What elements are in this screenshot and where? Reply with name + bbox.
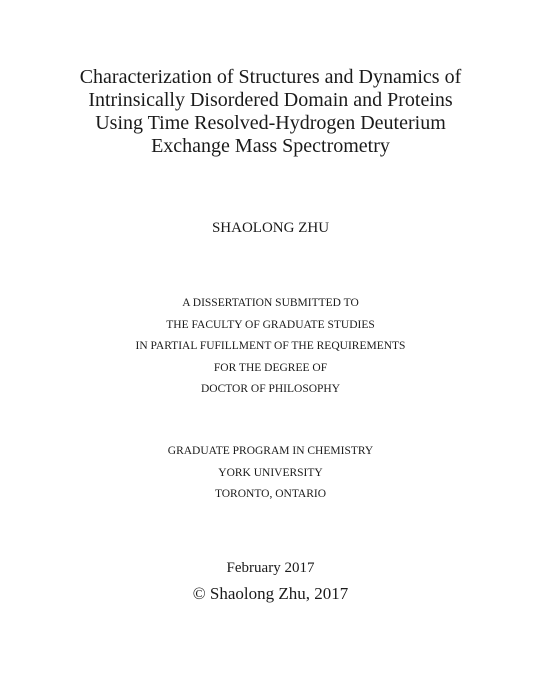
submission-line: THE FACULTY OF GRADUATE STUDIES [166,318,375,331]
submission-date: February 2017 [226,560,315,576]
submission-statement [0,293,541,401]
copyright-notice: © Shaolong Zhu, 2017 [192,584,349,603]
program-line: YORK UNIVERSITY [218,466,323,479]
submission-line: FOR THE DEGREE OF [213,361,328,374]
submission-line: A DISSERTATION SUBMITTED TO [182,297,359,309]
submission-line: IN PARTIAL FUFILLMENT OF THE REQUIREMENTS [135,340,406,352]
author-name: SHAOLONG ZHU [211,220,330,236]
program-affiliation [0,441,541,506]
dissertation-title [0,66,541,158]
title-line: Intrinsically Disordered Domain and Proteins [88,89,453,111]
title-line: Characterization of Structures and Dynamics of [79,66,462,88]
program-line: GRADUATE PROGRAM IN CHEMISTRY [167,445,374,457]
title-line: Exchange Mass Spectrometry [151,135,390,157]
title-line: Using Time Resolved-Hydrogen Deuterium [95,112,446,134]
program-line: TORONTO, ONTARIO [214,488,327,500]
submission-line: DOCTOR OF PHILOSOPHY [200,383,341,395]
